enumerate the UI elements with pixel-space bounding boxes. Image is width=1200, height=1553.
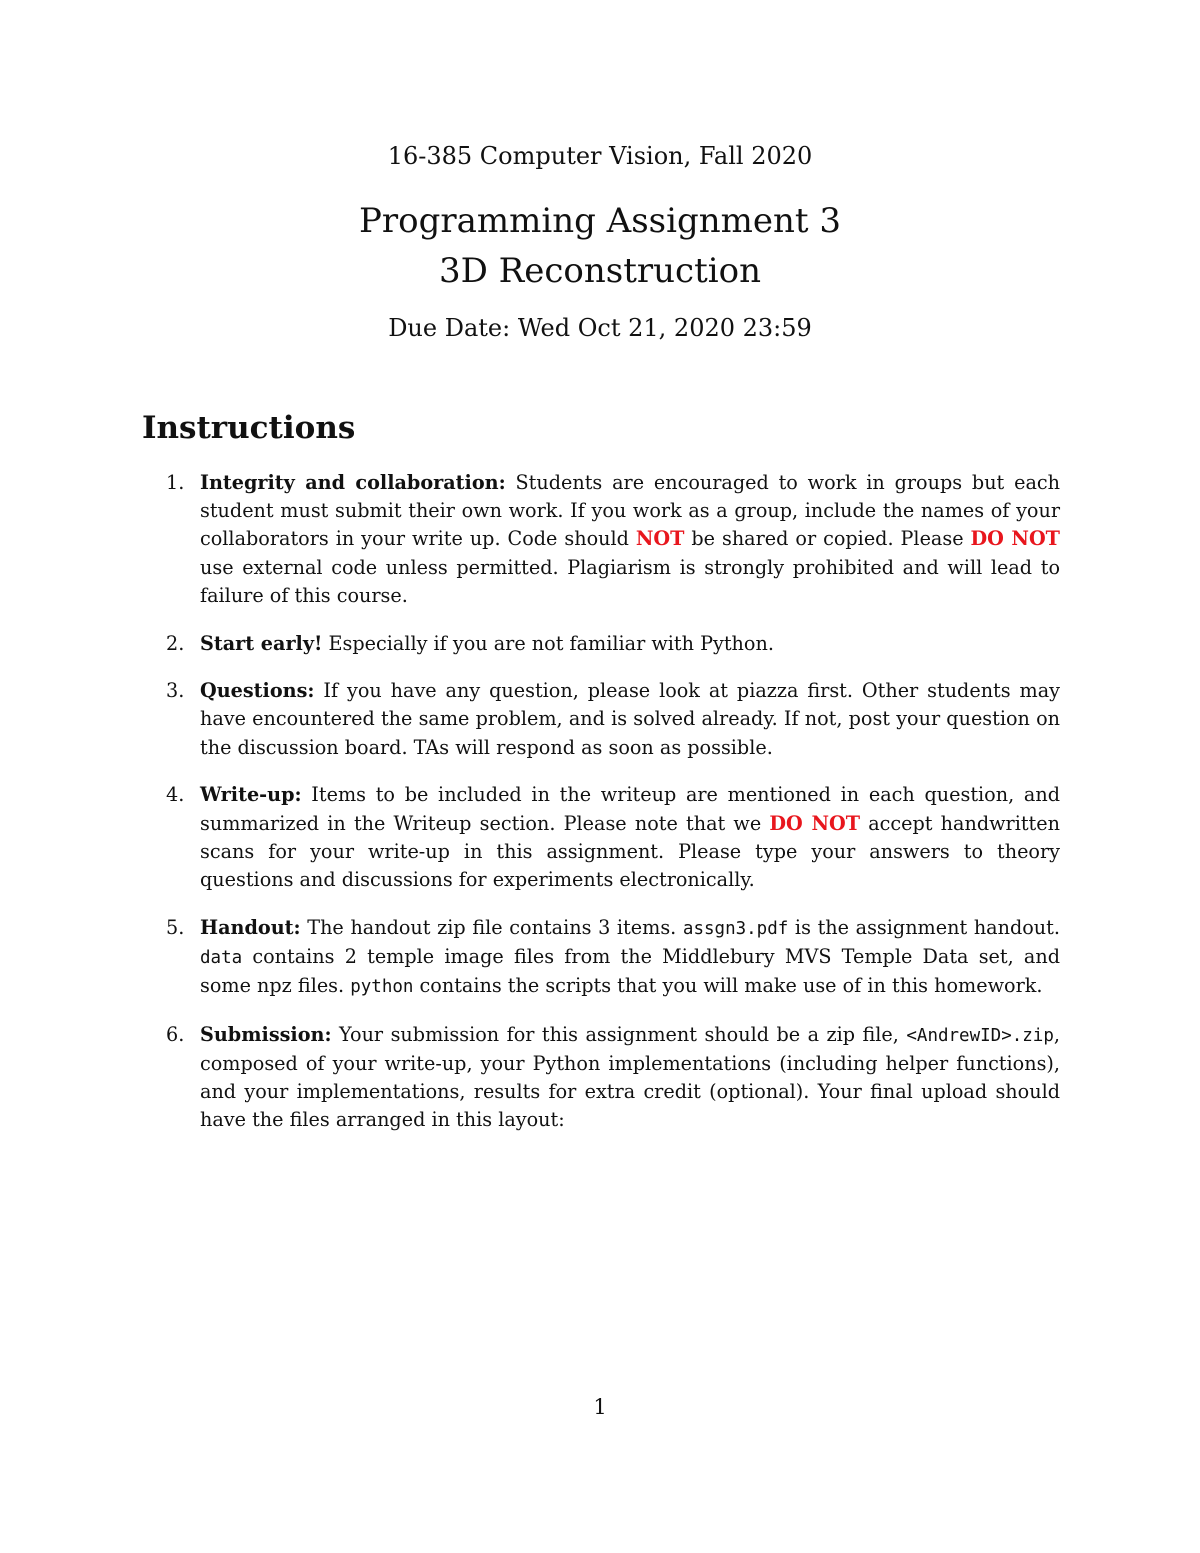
item-number: 4. (166, 783, 185, 807)
assignment-title: Programming Assignment 3 (358, 201, 842, 241)
instruction-item-handout (142, 914, 1060, 1002)
code-folder: data (200, 947, 243, 968)
section-heading-instructions: Instructions (142, 410, 356, 446)
item-text: be shared or copied. Please (684, 527, 971, 551)
item-number: 5. (166, 915, 185, 939)
instruction-item-integrity (142, 469, 1060, 610)
item-label: Integrity and collaboration: (200, 471, 506, 494)
item-number: 6. (166, 1022, 185, 1046)
item-text: contains the scripts that you will make use of in this homework. (413, 974, 1043, 998)
item-text: Especially if you are not familiar with Python. (322, 631, 774, 655)
item-text: If you have any question, please look at piazza first. Other students may have encountered the same problem, and is solved already. If not, post your question on the discussion board. TAs will respond as soon as possible. (200, 679, 1060, 759)
item-text: accept handwritten scans for your write-up in this assignment. Please type your answers to theory questions and discussions for experiments electronically. (200, 811, 1060, 891)
instruction-item-questions (142, 677, 1060, 762)
item-number: 1. (166, 471, 185, 494)
item-label: Questions: (200, 679, 315, 703)
item-text: is the assignment handout. (788, 915, 1060, 939)
code-filename: assgn3.pdf (682, 918, 789, 939)
page-number: 1 (593, 1395, 607, 1419)
code-filename: <AndrewID>.zip (906, 1025, 1054, 1046)
emphasis-do-not: DO NOT (970, 527, 1060, 551)
item-text: The handout zip file contains 3 items. (300, 915, 683, 939)
instruction-item-submission (142, 1021, 1060, 1135)
emphasis-do-not: DO NOT (769, 811, 861, 835)
item-text: contains 2 temple image files from the Middlebury MVS Temple Data set, and some npz files. (200, 944, 1060, 998)
item-text: use external code unless permitted. Plagiarism is strongly prohibited and will lead to failure of this course. (200, 555, 1060, 607)
item-label: Submission: (200, 1022, 332, 1046)
item-text: Items to be included in the writeup are mentioned in each question, and summarized in the Writeup section. Please note that we (200, 783, 1060, 835)
item-number: 3. (166, 679, 185, 703)
item-text: Students are encouraged to work in groups but each student must submit their own work. If you work as a group, include the names of your collaborators in your write up. Code should (200, 471, 1060, 551)
item-label: Write-up: (200, 783, 302, 807)
instruction-item-write-up (142, 781, 1060, 894)
due-date: Due Date: Wed Oct 21, 2020 23:59 (388, 314, 812, 342)
item-number: 2. (166, 631, 185, 655)
emphasis-not: NOT (635, 527, 685, 551)
code-folder: python (350, 977, 414, 998)
item-text: Your submission for this assignment should be a zip file, (331, 1022, 907, 1046)
instructions-list (142, 469, 1060, 1154)
course-title: 16-385 Computer Vision, Fall 2020 (387, 142, 813, 170)
item-label: Handout: (200, 915, 301, 939)
item-text: , composed of your write-up, your Python implementations (including helper functions), and your implementations, results for extra credit (optional). Your final upload should have the files arranged in this layout: (200, 1022, 1060, 1132)
instruction-item-start-early (142, 630, 1060, 658)
item-label: Start early! (200, 631, 323, 655)
assignment-subtitle: 3D Reconstruction (438, 251, 762, 291)
